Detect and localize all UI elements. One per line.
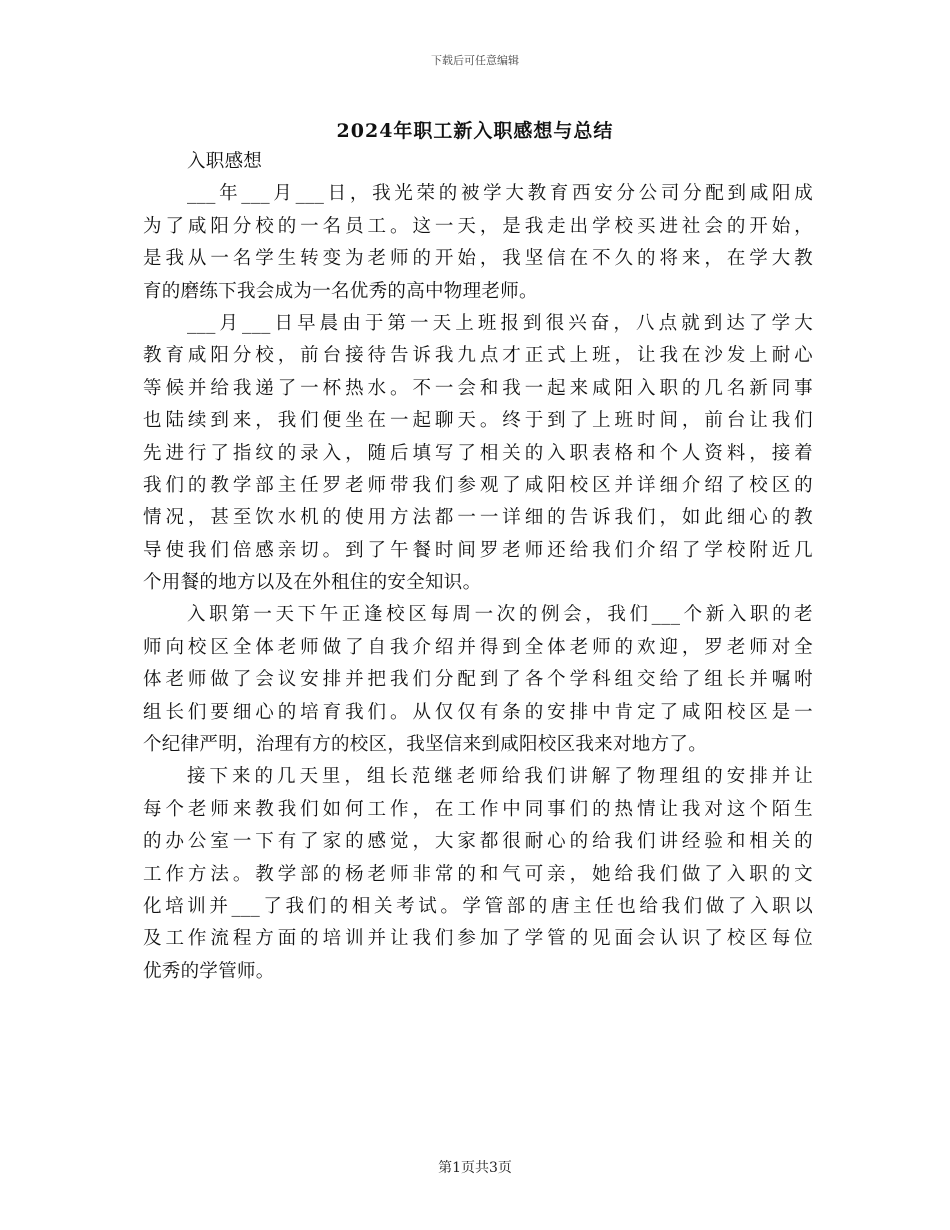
text-line: 及工作流程方面的培训并让我们参加了学管的见面会认识了校区每位: [143, 928, 813, 950]
text-line: 教育咸阳分校，前台接待告诉我九点才正式上班，让我在沙发上耐心: [143, 345, 813, 367]
page-number-footer: 第1页共3页: [438, 1160, 512, 1176]
document-body: [143, 146, 813, 988]
text-line: 情况，甚至饮水机的使用方法都一一详细的告诉我们，如此细心的教: [143, 507, 813, 529]
text-line: 的办公室一下有了家的感觉，大家都很耐心的给我们讲经验和相关的: [143, 831, 813, 853]
text-line: 工作方法。教学部的杨老师非常的和气可亲，她给我们做了入职的文: [143, 863, 813, 885]
text-line: 个纪律严明，治理有方的校区，我坚信来到咸阳校区我来对地方了。: [143, 734, 708, 756]
text-line: 育的磨练下我会成为一名优秀的高中物理老师。: [143, 280, 538, 302]
text-line: 为了咸阳分校的一名员工。这一天，是我走出学校买进社会的开始，: [143, 215, 813, 237]
text-line: ___月___日早晨由于第一天上班报到很兴奋，八点就到达了学大: [187, 312, 813, 334]
text-line: 接下来的几天里，组长范继老师给我们讲解了物理组的安排并让: [187, 766, 813, 788]
text-line: ___年___月___日，我光荣的被学大教育西安分公司分配到咸阳成: [187, 183, 813, 205]
text-line: 每个老师来教我们如何工作，在工作中同事们的热情让我对这个陌生: [143, 798, 813, 820]
text-line: 化培训并___了我们的相关考试。学管部的唐主任也给我们做了入职以: [143, 895, 813, 917]
document-title: 2024年职工新入职感想与总结: [336, 120, 614, 142]
text-line: 个用餐的地方以及在外租住的安全知识。: [143, 572, 482, 594]
text-line: 导使我们倍感亲切。到了午餐时间罗老师还给我们介绍了学校附近几: [143, 539, 813, 561]
text-line: 组长们要细心的培育我们。从仅仅有条的安排中肯定了咸阳校区是一: [143, 701, 813, 723]
text-line: 师向校区全体老师做了自我介绍并得到全体老师的欢迎，罗老师对全: [143, 636, 813, 658]
text-line: 我们的教学部主任罗老师带我们参观了咸阳校区并详细介绍了校区的: [143, 474, 813, 496]
text-line: 体老师做了会议安排并把我们分配到了各个学科组交给了组长并嘱咐: [143, 669, 813, 691]
text-line: 也陆续到来，我们便坐在一起聊天。终于到了上班时间，前台让我们: [143, 410, 813, 432]
text-line: 优秀的学管师。: [143, 960, 275, 982]
page-header-note: 下载后可任意编辑: [431, 54, 519, 67]
text-line: 等候并给我递了一杯热水。不一会和我一起来咸阳入职的几名新同事: [143, 377, 813, 399]
section-heading: 入职感想: [187, 151, 263, 172]
text-line: 入职第一天下午正逢校区每周一次的例会，我们___个新入职的老: [187, 604, 813, 626]
text-line: 先进行了指纹的录入，随后填写了相关的入职表格和个人资料，接着: [143, 442, 813, 464]
text-line: 是我从一名学生转变为老师的开始，我坚信在不久的将来，在学大教: [143, 248, 813, 270]
